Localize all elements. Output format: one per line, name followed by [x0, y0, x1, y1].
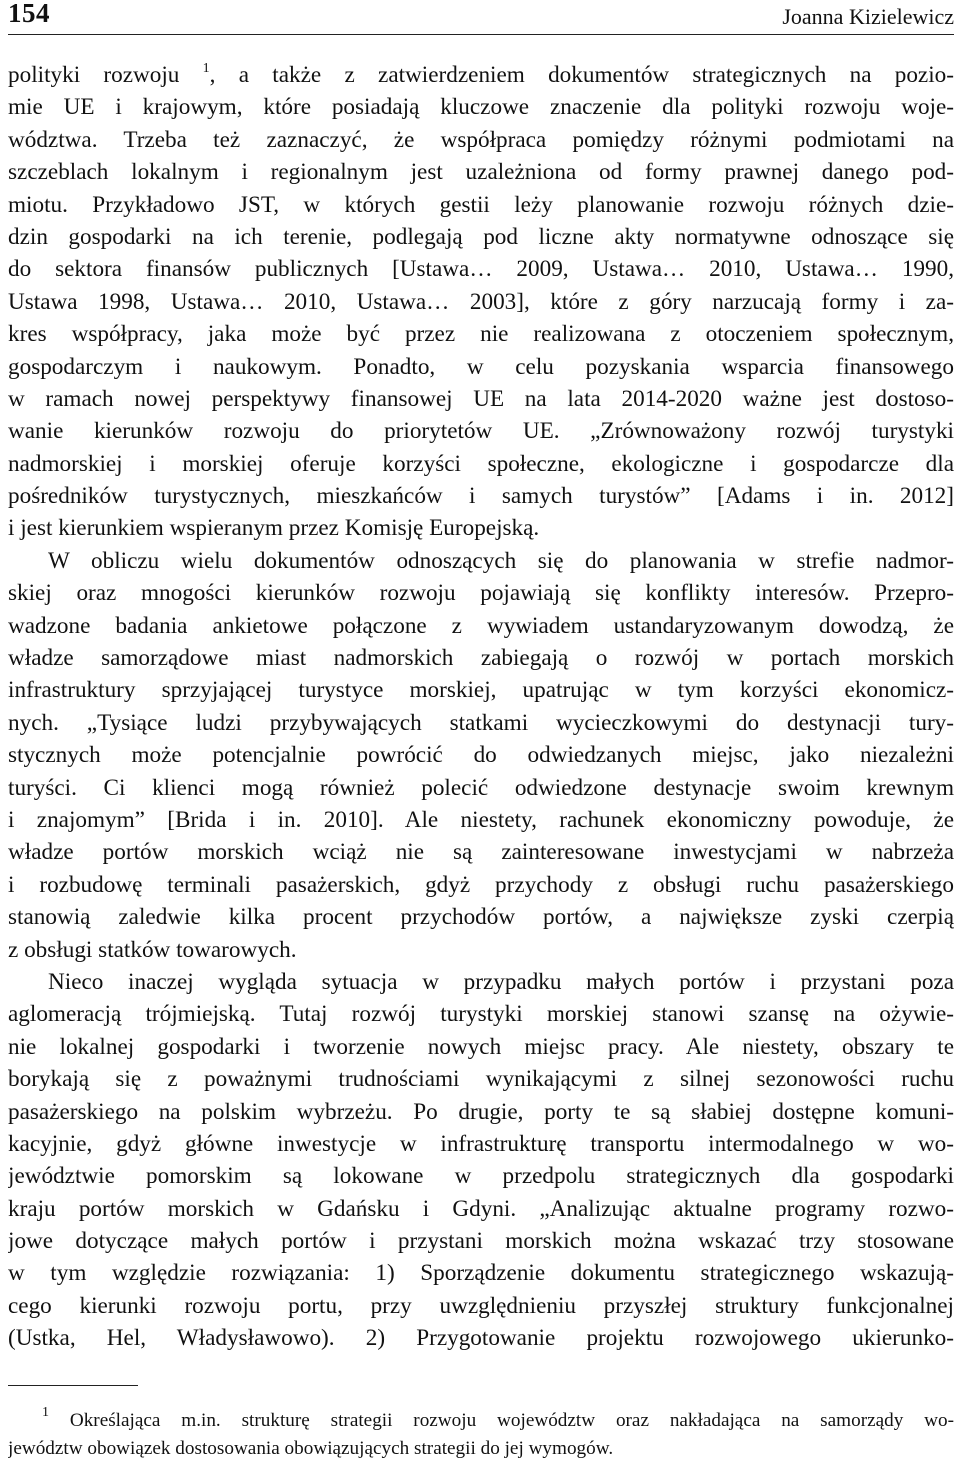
body-line: gospodarczym i naukowym. Ponadto, w celu pozyskania wsparcia finansowego: [8, 353, 954, 380]
body-line: Nieco inaczej wygląda sytuacja w przypadku małych portów i przystani poza: [48, 968, 954, 995]
body-line: władze portów morskich wciąż nie są zainteresowane inwestycjami w nabrzeża: [8, 839, 954, 866]
body-line: kraju portów morskich w Gdańsku i Gdyni. „Analizując aktualne programy rozwo-: [8, 1195, 954, 1222]
body-line: pośredników turystycznych, mieszkańców i samych turystów” [Adams i in. 2012]: [8, 483, 954, 510]
body-line: kres współpracy, jaka może być przez nie realizowana z otoczeniem społecznym,: [8, 321, 954, 348]
body-line: wanie kierunków rozwoju do priorytetów UE. „Zrównoważony rozwój turystyki: [8, 418, 954, 445]
footnote-separator: [8, 1385, 138, 1386]
footnote-reference: 1: [202, 61, 210, 76]
body-line: infrastruktury sprzyjającej turystyce morskiej, upatrując w tym korzyści ekonomicz-: [8, 677, 954, 704]
body-line: szczeblach lokalnym i regionalnym jest uzależniona od formy prawnej danego pod-: [8, 159, 954, 186]
footnotes: [8, 1407, 954, 1463]
body-line: nych. „Tysiące ludzi przybywających statkami wycieczkowymi do destynacji tury-: [8, 709, 954, 736]
body-line: W obliczu wielu dokumentów odnoszących się do planowania w strefie nadmor-: [48, 547, 954, 574]
body-text: [8, 59, 954, 1355]
body-line: polityki rozwoju $^1$, a także z zatwierdzeniem dokumentów strategicznych na pozio-: [8, 61, 954, 88]
body-line: jowe dotyczące małych portów i przystani morskich można wskazać trzy stosowane: [8, 1228, 954, 1255]
page-number: 154: [8, 0, 50, 28]
body-line: mie UE i krajowym, które posiadają kluczowe znaczenie dla polityki rozwoju woje-: [8, 94, 954, 121]
body-line: skiej oraz mnogości kierunków rozwoju pojawiają się konflikty interesów. Przepro-: [8, 580, 954, 607]
body-line: i znajomym” [Brida i in. 2010]. Ale niestety, rachunek ekonomiczny powoduje, że: [8, 806, 954, 833]
body-line: stycznych może potencjalnie powrócić do odwiedzanych miejsc, jako niezależni: [8, 742, 954, 769]
body-line: w ramach nowej perspektywy finansowej UE na lata 2014-2020 ważne jest dostoso-: [8, 385, 954, 412]
body-line: dzin gospodarki na ich terenie, podlegają pod liczne akty normatywne odnoszące się: [8, 223, 954, 250]
body-line: w tym względzie rozwiązania: 1) Sporządzenie dokumentu strategicznego wskazują-: [8, 1260, 954, 1287]
body-line: i rozbudowę terminali pasażerskich, gdyż przychody z obsługi ruchu pasażerskiego: [8, 871, 954, 898]
body-line: wadzone badania ankietowe połączone z wywiadem ustandaryzowanym dowodzą, że: [8, 612, 954, 639]
body-line: Ustawa 1998, Ustawa… 2010, Ustawa… 2003], które z góry narzucają formy i za-: [8, 288, 954, 315]
body-line: cego kierunki rozwoju portu, przy uwzględnieniu przyszłej struktury funkcjonalnej: [8, 1292, 954, 1319]
body-line: stanowią zaledwie kilka procent przychodów portów, a największe zyski czerpią: [8, 904, 954, 931]
body-line: nadmorskiej i morskiej oferuje korzyści społeczne, ekologiczne i gospodarcze dla: [8, 450, 954, 477]
body-line: władze samorządowe miast nadmorskich zabiegają o rozwój w portach morskich: [8, 645, 954, 672]
body-line: kacyjnie, gdyż główne inwestycje w infrastrukturę transportu intermodalnego w wo-: [8, 1130, 954, 1157]
body-line: borykają się z poważnymi trudnościami wynikającymi z silnej sezonowości ruchu: [8, 1066, 954, 1093]
body-line: i jest kierunkiem wspieranym przez Komisję Europejską.: [8, 515, 540, 542]
body-line: nie lokalnej gospodarki i tworzenie nowych miejsc pracy. Ale niestety, obszary te: [8, 1033, 954, 1060]
body-line: jewództwie pomorskim są lokowane w przedpolu strategicznych dla gospodarki: [8, 1163, 954, 1190]
body-line: aglomeracją trójmiejską. Tutaj rozwój turystyki morskiej stanowi szansę na ożywie-: [8, 1001, 954, 1028]
body-line: do sektora finansów publicznych [Ustawa… 2009, Ustawa… 2010, Ustawa… 1990,: [8, 256, 954, 283]
footnote-line: $^1$ Określająca m.in. strukturę strategii rozwoju województw oraz nakładająca na samorządy wo-: [42, 1407, 954, 1431]
footnote-line: jewództw obowiązek dostosowania obowiązujących strategii do jej wymogów.: [8, 1438, 614, 1459]
footnote-marker: 1: [42, 1407, 49, 1420]
body-line: wództwa. Trzeba też zaznaczyć, że współpraca pomiędzy różnymi podmiotami na: [8, 126, 954, 153]
body-line: z obsługi statków towarowych.: [8, 936, 297, 963]
body-line: turyści. Ci klienci mogą również polecić odwiedzone destynacje swoim krewnym: [8, 774, 954, 801]
running-header: [8, 0, 954, 35]
body-line: miotu. Przykładowo JST, w których gestii leży planowanie rozwoju różnych dzie-: [8, 191, 954, 218]
body-line: pasażerskiego na polskim wybrzeżu. Po drugie, porty te są słabiej dostępne komuni-: [8, 1098, 954, 1125]
body-line: (Ustka, Hel, Władysławowo). 2) Przygotowanie projektu rozwojowego ukierunko-: [8, 1325, 954, 1352]
running-head-author: Joanna Kizielewicz: [782, 4, 954, 29]
